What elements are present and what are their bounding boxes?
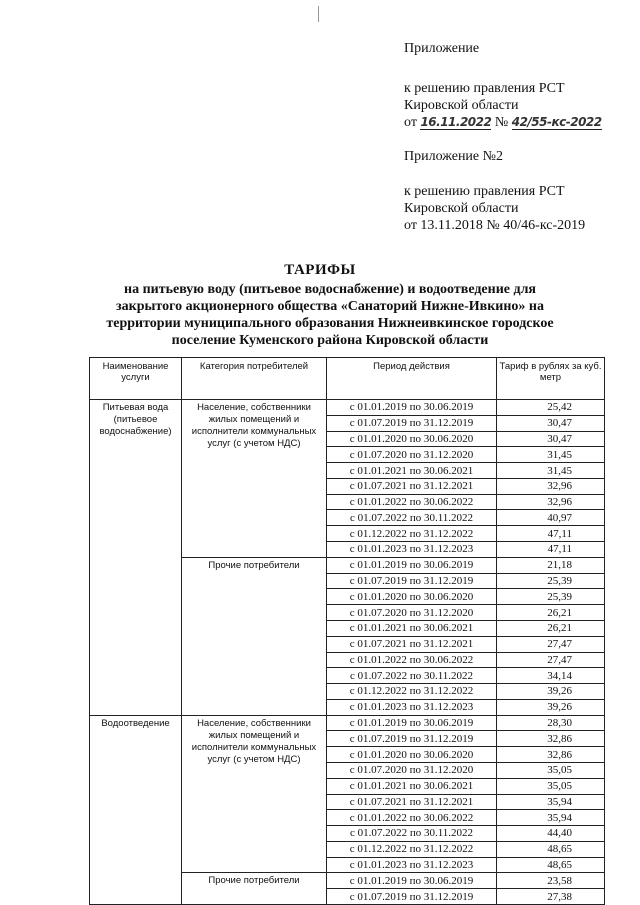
- tariff-cell: 23,58: [497, 873, 605, 889]
- tariff-cell: 44,40: [497, 826, 605, 842]
- tariff-cell: 21,18: [497, 557, 605, 573]
- tariff-cell: 32,86: [497, 747, 605, 763]
- period-cell: с 01.07.2021 по 31.12.2021: [327, 794, 497, 810]
- period-cell: с 01.01.2023 по 31.12.2023: [327, 542, 497, 558]
- page-subtitle: на питьевую воду (питьевое водоснабжение) и водоотведение для закрытого акционерного общества «Санаторий Нижне-Ивкино» на территории муниципального образования Нижнеивкинское городское поселение Куменского района Кировской области: [106, 282, 554, 348]
- period-cell: с 01.01.2019 по 30.06.2019: [327, 400, 497, 416]
- appendix-number-sign: №: [494, 115, 509, 130]
- handwritten-date: 16.11.2022: [420, 115, 492, 129]
- service-name-cell: Водоотведение: [90, 715, 182, 904]
- service-name-cell: Питьевая вода (питьевое водоснабжение): [90, 400, 182, 716]
- handwritten-number: 42/55-кс-2022: [511, 115, 602, 129]
- appendix2-date-line: от 13.11.2018 № 40/46-кс-2019: [404, 218, 586, 233]
- tariff-cell: 35,05: [497, 778, 605, 794]
- tariff-cell: 30,47: [497, 431, 605, 447]
- period-cell: с 01.01.2019 по 30.06.2019: [327, 557, 497, 573]
- period-cell: с 01.01.2020 по 30.06.2020: [327, 589, 497, 605]
- period-cell: с 01.07.2020 по 31.12.2020: [327, 447, 497, 463]
- appendix-decision-line: к решению правления РСТ: [404, 81, 565, 96]
- consumer-category-cell: Прочие потребители: [182, 873, 327, 905]
- tariff-cell: 35,94: [497, 810, 605, 826]
- header-period: Период действия: [327, 358, 497, 400]
- table-row: [90, 715, 605, 731]
- appendix2-title: Приложение №2: [404, 149, 503, 164]
- period-cell: с 01.01.2021 по 30.06.2021: [327, 620, 497, 636]
- appendix-date-line: [404, 114, 602, 131]
- tariffs-table: [89, 357, 605, 905]
- tariff-cell: 39,26: [497, 684, 605, 700]
- tariff-cell: 47,11: [497, 526, 605, 542]
- header-tariff: Тариф в рублях за куб. метр: [497, 358, 605, 400]
- appendix-title: Приложение: [404, 41, 480, 56]
- tariff-cell: 34,14: [497, 668, 605, 684]
- consumer-category-cell: Население, собственники жилых помещений и исполнители коммунальных услуг (с учетом НДС): [182, 400, 327, 558]
- tariff-cell: 27,38: [497, 889, 605, 905]
- table-body: [90, 400, 605, 905]
- period-cell: с 01.07.2019 по 31.12.2019: [327, 889, 497, 905]
- header-category: Категория потребителей: [182, 358, 327, 400]
- table-header-row: [90, 358, 605, 400]
- tariff-cell: 32,96: [497, 494, 605, 510]
- tariff-cell: 48,65: [497, 841, 605, 857]
- tariff-cell: 25,42: [497, 400, 605, 416]
- period-cell: с 01.07.2022 по 30.11.2022: [327, 510, 497, 526]
- period-cell: с 01.07.2021 по 31.12.2021: [327, 636, 497, 652]
- tariff-cell: 27,47: [497, 652, 605, 668]
- consumer-category-cell: Прочие потребители: [182, 557, 327, 715]
- period-cell: с 01.01.2022 по 30.06.2022: [327, 652, 497, 668]
- period-cell: с 01.07.2019 по 31.12.2019: [327, 415, 497, 431]
- period-cell: с 01.07.2020 по 31.12.2020: [327, 605, 497, 621]
- tariff-cell: 48,65: [497, 857, 605, 873]
- period-cell: с 01.01.2020 по 30.06.2020: [327, 747, 497, 763]
- tariff-cell: 26,21: [497, 605, 605, 621]
- tariff-cell: 28,30: [497, 715, 605, 731]
- tariff-cell: 31,45: [497, 463, 605, 479]
- period-cell: с 01.12.2022 по 31.12.2022: [327, 684, 497, 700]
- period-cell: с 01.07.2021 по 31.12.2021: [327, 478, 497, 494]
- page-title: ТАРИФЫ: [284, 262, 356, 278]
- period-cell: с 01.01.2022 по 30.06.2022: [327, 494, 497, 510]
- period-cell: с 01.01.2023 по 31.12.2023: [327, 857, 497, 873]
- tariff-cell: 32,86: [497, 731, 605, 747]
- period-cell: с 01.07.2022 по 30.11.2022: [327, 668, 497, 684]
- tariff-cell: 25,39: [497, 573, 605, 589]
- consumer-category-cell: Население, собственники жилых помещений и исполнители коммунальных услуг (с учетом НДС): [182, 715, 327, 873]
- period-cell: с 01.01.2021 по 30.06.2021: [327, 778, 497, 794]
- appendix2-region-line: Кировской области: [404, 201, 519, 216]
- period-cell: с 01.12.2022 по 31.12.2022: [327, 526, 497, 542]
- table-row: [90, 400, 605, 416]
- tariff-cell: 35,05: [497, 762, 605, 778]
- period-cell: с 01.01.2019 по 30.06.2019: [327, 873, 497, 889]
- period-cell: с 01.07.2022 по 30.11.2022: [327, 826, 497, 842]
- period-cell: с 01.07.2020 по 31.12.2020: [327, 762, 497, 778]
- period-cell: с 01.12.2022 по 31.12.2022: [327, 841, 497, 857]
- period-cell: с 01.01.2019 по 30.06.2019: [327, 715, 497, 731]
- period-cell: с 01.07.2019 по 31.12.2019: [327, 573, 497, 589]
- tariff-cell: 25,39: [497, 589, 605, 605]
- tariff-cell: 35,94: [497, 794, 605, 810]
- tariff-cell: 39,26: [497, 699, 605, 715]
- header-service: Наименование услуги: [90, 358, 182, 400]
- tariff-cell: 26,21: [497, 620, 605, 636]
- appendix-region-line: Кировской области: [404, 98, 519, 113]
- period-cell: с 01.01.2023 по 31.12.2023: [327, 699, 497, 715]
- tariff-cell: 32,96: [497, 478, 605, 494]
- tariff-cell: 30,47: [497, 415, 605, 431]
- tariff-cell: 40,97: [497, 510, 605, 526]
- period-cell: с 01.01.2022 по 30.06.2022: [327, 810, 497, 826]
- period-cell: с 01.01.2021 по 30.06.2021: [327, 463, 497, 479]
- page-top-mark: [318, 6, 319, 22]
- period-cell: с 01.01.2020 по 30.06.2020: [327, 431, 497, 447]
- period-cell: с 01.07.2019 по 31.12.2019: [327, 731, 497, 747]
- appendix-from-label: от: [404, 115, 417, 130]
- tariff-cell: 47,11: [497, 542, 605, 558]
- tariff-cell: 27,47: [497, 636, 605, 652]
- appendix2-decision-line: к решению правления РСТ: [404, 184, 565, 199]
- tariff-cell: 31,45: [497, 447, 605, 463]
